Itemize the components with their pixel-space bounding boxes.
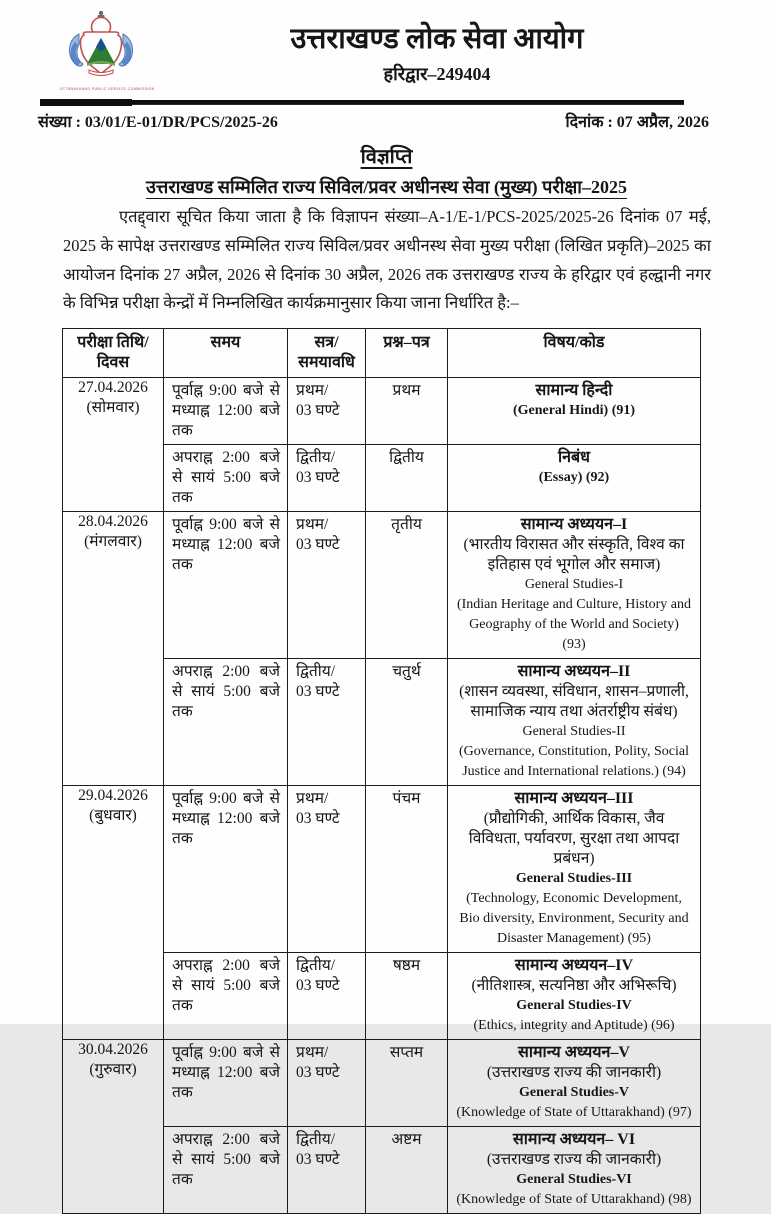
session-cell: प्रथम/ 03 घण्टे: [288, 1040, 366, 1127]
subject-cell: सामान्य अध्ययन–IV (नीतिशास्त्र, सत्यनिष्ठा और अभिरूचि) General Studies-IV (Ethics, integrity and Aptitude) (96): [448, 953, 701, 1040]
exam-date: 29.04.2026: [78, 787, 148, 804]
exam-weekday: (गुरुवार): [89, 1061, 137, 1078]
time-cell: अपराह्न 2:00 बजे से सायं 5:00 बजे तक: [164, 953, 288, 1040]
session-cell: द्वितीय/ 03 घण्टे: [288, 445, 366, 512]
letterhead: [158, 0, 716, 86]
session-cell: द्वितीय/ 03 घण्टे: [288, 953, 366, 1040]
time-cell: पूर्वाह्न 9:00 बजे से मध्याह्न 12:00 बजे तक: [164, 378, 288, 445]
subject-cell: निबंध (Essay) (92): [448, 445, 701, 512]
time-cell: पूर्वाह्न 9:00 बजे से मध्याह्न 12:00 बजे तक: [164, 1040, 288, 1127]
reference-number: संख्या : 03/01/E-01/DR/PCS/2025-26: [38, 114, 278, 131]
paper-cell: प्रथम: [366, 378, 448, 445]
exam-date-cell: [63, 1040, 164, 1214]
paper-cell: चतुर्थ: [366, 659, 448, 786]
subject-cell: सामान्य अध्ययन–I (भारतीय विरासत और संस्कृति, विश्व का इतिहास एवं भूगोल और समाज) General Studies-I (Indian Heritage and Culture, History and Geography of the World and Society) (93): [448, 512, 701, 659]
paper-cell: तृतीय: [366, 512, 448, 659]
col-header-session: सत्र/ समयावधि: [288, 329, 366, 378]
session-cell: प्रथम/ 03 घण्टे: [288, 786, 366, 953]
time-cell: पूर्वाह्न 9:00 बजे से मध्याह्न 12:00 बजे तक: [164, 786, 288, 953]
paper-cell: अष्टम: [366, 1127, 448, 1214]
col-header-paper: प्रश्न–पत्र: [366, 329, 448, 378]
col-header-time: समय: [164, 329, 288, 378]
table-row: [63, 1040, 701, 1127]
time-cell: पूर्वाह्न 9:00 बजे से मध्याह्न 12:00 बजे तक: [164, 512, 288, 659]
exam-date-cell: [63, 786, 164, 1040]
table-row: [63, 786, 701, 953]
col-header-exam-date: परीक्षा तिथि/ दिवस: [63, 329, 164, 378]
org-address: हरिद्वार–249404: [383, 64, 491, 84]
exam-date: 27.04.2026: [78, 379, 148, 396]
subject-cell: सामान्य हिन्दी (General Hindi) (91): [448, 378, 701, 445]
notice-date: दिनांक : 07 अप्रैल, 2026: [565, 114, 709, 131]
header-divider: [40, 100, 684, 105]
exam-weekday: (सोमवार): [86, 399, 140, 416]
notice-title: विज्ञप्ति: [360, 146, 413, 168]
subject-cell: सामान्य अध्ययन–II (शासन व्यवस्था, संविधान, शासन–प्रणाली, सामाजिक न्याय तथा अंतर्राष्ट्रीय संबंध) General Studies-II (Governance, Constitution, Polity, Social Justice and International relations.) (94): [448, 659, 701, 786]
commission-crest-icon: [60, 8, 142, 86]
paper-cell: पंचम: [366, 786, 448, 953]
emblem-caption: UTTARAKHAND PUBLIC SERVICE COMMISSION: [60, 87, 155, 91]
session-cell: द्वितीय/ 03 घण्टे: [288, 1127, 366, 1214]
col-header-subject: विषय/कोड: [448, 329, 701, 378]
exam-date-cell: [63, 378, 164, 512]
exam-date: 28.04.2026: [78, 513, 148, 530]
time-cell: अपराह्न 2:00 बजे से सायं 5:00 बजे तक: [164, 1127, 288, 1214]
exam-date-cell: [63, 512, 164, 786]
session-cell: द्वितीय/ 03 घण्टे: [288, 659, 366, 786]
table-row: [63, 378, 701, 445]
subject-cell: सामान्य अध्ययन–III (प्रौद्योगिकी, आर्थिक विकास, जैव विविधता, पर्यावरण, सुरक्षा तथा आपदा प्रबंधन) General Studies-III (Technology, Economic Development, Bio diversity, Environment, Security and Disaster Management) (95): [448, 786, 701, 953]
exam-schedule-table: [62, 328, 701, 1214]
paper-cell: सप्तम: [366, 1040, 448, 1127]
exam-date: 30.04.2026: [78, 1041, 148, 1058]
paper-cell: षष्ठम: [366, 953, 448, 1040]
session-cell: प्रथम/ 03 घण्टे: [288, 512, 366, 659]
exam-weekday: (मंगलवार): [84, 533, 142, 550]
notice-subtitle: उत्तराखण्ड सम्मिलित राज्य सिविल/प्रवर अधीनस्थ सेवा (मुख्य) परीक्षा–2025: [146, 177, 627, 197]
exam-weekday: (बुधवार): [89, 807, 137, 824]
time-cell: अपराह्न 2:00 बजे से सायं 5:00 बजे तक: [164, 445, 288, 512]
paper-cell: द्वितीय: [366, 445, 448, 512]
time-cell: अपराह्न 2:00 बजे से सायं 5:00 बजे तक: [164, 659, 288, 786]
table-row: [63, 512, 701, 659]
subject-cell: सामान्य अध्ययन– VI (उत्तराखण्ड राज्य की जानकारी) General Studies-VI (Knowledge of State of Uttarakhand) (98): [448, 1127, 701, 1214]
notice-body: एतद्द्वारा सूचित किया जाता है कि विज्ञापन संख्या–A-1/E-1/PCS-2025/2025-26 दिनांक 07 मई, 2025 के सापेक्ष उत्तराखण्ड सम्मिलित राज्य सिविल/प्रवर अधीनस्थ सेवा मुख्य परीक्षा (लिखित प्रकृति)–2025 का आयोजन दिनांक 27 अप्रैल, 2026 से दिनांक 30 अप्रैल, 2026 तक उत्तराखण्ड राज्य के हरिद्वार एवं हल्द्वानी नगर के विभिन्न परीक्षा केन्द्रों में निम्नलिखित कार्यक्रमानुसार किया जाना निर्धारित है:–: [63, 207, 711, 313]
upsc-emblem: [60, 8, 155, 100]
org-name: उत्तराखण्ड लोक सेवा आयोग: [290, 23, 584, 55]
reference-row: [38, 110, 709, 132]
table-header-row: [63, 329, 701, 378]
subject-cell: सामान्य अध्ययन–V (उत्तराखण्ड राज्य की जानकारी) General Studies-V (Knowledge of State of Uttarakhand) (97): [448, 1040, 701, 1127]
session-cell: प्रथम/ 03 घण्टे: [288, 378, 366, 445]
